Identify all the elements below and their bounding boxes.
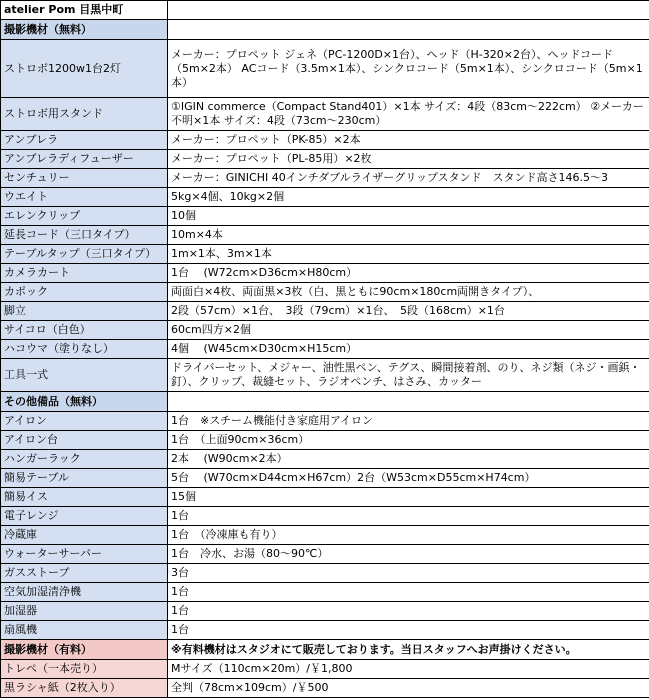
item-label: テーブルタップ（三口タイプ） <box>1 245 168 264</box>
item-value: メーカー：GINICHI 40インチダブルライザーグリップスタンド スタンド高さ146.5〜3 <box>168 169 649 188</box>
item-value: 両面白×4枚、両面黒×3枚（白、黒ともに90cm×180cm両開きタイプ）、 <box>168 283 649 302</box>
item-label: ストロボ1200w1台2灯 <box>1 40 168 98</box>
section-header-row <box>1 392 649 412</box>
table-row <box>1 169 649 188</box>
title-row <box>1 1 649 20</box>
table-row <box>1 583 649 602</box>
item-label: カメラカート <box>1 264 168 283</box>
table-row <box>1 150 649 169</box>
item-value: 10m×4本 <box>168 226 649 245</box>
item-value: 全判（78cm×109cm）/￥500 <box>168 679 649 698</box>
item-value: メーカー：プロペット（PL-85用）×2枚 <box>168 150 649 169</box>
table-row <box>1 488 649 507</box>
table-row <box>1 40 649 98</box>
section-header-row <box>1 640 649 660</box>
table-row <box>1 679 649 698</box>
item-label: 空気加湿清浄機 <box>1 583 168 602</box>
item-value: 5台 (W70cm×D44cm×H67cm）2台（W53cm×D55cm×H74cm） <box>168 469 649 488</box>
item-label: アイロン台 <box>1 431 168 450</box>
item-value: 1台 冷水、お湯（80〜90℃） <box>168 545 649 564</box>
table-row <box>1 526 649 545</box>
item-value: 1m×1本、3m×1本 <box>168 245 649 264</box>
item-value: Mサイズ（110cm×20m）/￥1,800 <box>168 660 649 679</box>
item-value: 2段（57cm）×1台、 3段（79cm）×1台、 5段（168cm）×1台 <box>168 302 649 321</box>
item-label: カポック <box>1 283 168 302</box>
item-value: 10個 <box>168 207 649 226</box>
table-row <box>1 283 649 302</box>
section-header-row <box>1 20 649 40</box>
table-row <box>1 321 649 340</box>
item-label: 延長コード（三口タイプ） <box>1 226 168 245</box>
item-value: 1台 <box>168 583 649 602</box>
item-label: 黒ラシャ紙（2枚入り） <box>1 679 168 698</box>
item-value: 1台 (W72cm×D36cm×H80cm） <box>168 264 649 283</box>
table-row <box>1 226 649 245</box>
item-label: エレンクリップ <box>1 207 168 226</box>
section-blank-cell <box>168 20 649 40</box>
item-value: 4個 (W45cm×D30cm×H15cm） <box>168 340 649 359</box>
item-value: 1台 <box>168 621 649 640</box>
item-value: 15個 <box>168 488 649 507</box>
item-value: 1台 （冷凍庫も有り） <box>168 526 649 545</box>
item-label: 簡易テーブル <box>1 469 168 488</box>
item-value: 1台 （上面90cm×36cm） <box>168 431 649 450</box>
item-value: ドライバーセット、メジャー、油性黒ペン、テグス、瞬間接着剤、のり、ネジ類（ネジ・画鋲・釘）、クリップ、裁縫セット、ラジオペンチ、はさみ、カッター <box>168 359 649 392</box>
table-row <box>1 340 649 359</box>
item-value: 5kg×4個、10kg×2個 <box>168 188 649 207</box>
table-row <box>1 450 649 469</box>
item-value: 1台 <box>168 507 649 526</box>
item-label: 工具一式 <box>1 359 168 392</box>
sheet-title: atelier Pom 目黒中町 <box>1 1 168 20</box>
item-label: 簡易イス <box>1 488 168 507</box>
item-label: 脚立 <box>1 302 168 321</box>
section-blank-cell <box>168 392 649 412</box>
table-row <box>1 507 649 526</box>
item-label: 加湿器 <box>1 602 168 621</box>
table-row <box>1 359 649 392</box>
table-row <box>1 621 649 640</box>
item-label: 冷蔵庫 <box>1 526 168 545</box>
item-label: トレペ（一本売り） <box>1 660 168 679</box>
title-blank-cell <box>168 1 649 20</box>
section-heading: 撮影機材（無料） <box>1 20 168 40</box>
item-label: ハンガーラック <box>1 450 168 469</box>
item-value: 1台 <box>168 602 649 621</box>
item-label: ガスストーブ <box>1 564 168 583</box>
table-row <box>1 660 649 679</box>
table-row <box>1 469 649 488</box>
table-row <box>1 602 649 621</box>
table-row <box>1 207 649 226</box>
paid-notice: ※有料機材はスタジオにて販売しております。当日スタッフへお声掛けください。 <box>168 640 649 660</box>
item-value: 2本 (W90cm×2本） <box>168 450 649 469</box>
item-value: メーカー：プロペット ジェネ（PC-1200D×1台）、ヘッド（H-320×2台）、ヘッドコード（5m×2本） ACコード（3.5m×1本）、シンクロコード（5m×1本）、シンクロコード（5m×1本） <box>168 40 649 98</box>
item-label: ウエイト <box>1 188 168 207</box>
table-row <box>1 131 649 150</box>
item-label: アンブレラディフューザー <box>1 150 168 169</box>
table-row <box>1 431 649 450</box>
section-heading: その他備品（無料） <box>1 392 168 412</box>
table-row <box>1 412 649 431</box>
item-value: ①IGIN commerce（Compact Stand401）×1本 サイズ：4段（83cm〜222cm） ②メーカー不明×1本 サイズ：4段（73cm〜230cm） <box>168 98 649 131</box>
item-value: 60cm四方×2個 <box>168 321 649 340</box>
table-row <box>1 245 649 264</box>
item-label: センチュリー <box>1 169 168 188</box>
item-label: アンブレラ <box>1 131 168 150</box>
item-label: ハコウマ（塗りなし） <box>1 340 168 359</box>
item-label: ストロボ用スタンド <box>1 98 168 131</box>
item-label: ウォーターサーバー <box>1 545 168 564</box>
table-row <box>1 264 649 283</box>
table-row <box>1 188 649 207</box>
item-label: 電子レンジ <box>1 507 168 526</box>
table-row <box>1 564 649 583</box>
table-row <box>1 98 649 131</box>
table-row <box>1 302 649 321</box>
table-row <box>1 545 649 564</box>
item-value: 3台 <box>168 564 649 583</box>
item-label: サイコロ（白色） <box>1 321 168 340</box>
item-value: メーカー：プロペット（PK-85）×2本 <box>168 131 649 150</box>
item-label: アイロン <box>1 412 168 431</box>
item-value: 1台 ※スチーム機能付き家庭用アイロン <box>168 412 649 431</box>
item-label: 扇風機 <box>1 621 168 640</box>
section-heading: 撮影機材（有料） <box>1 640 168 660</box>
